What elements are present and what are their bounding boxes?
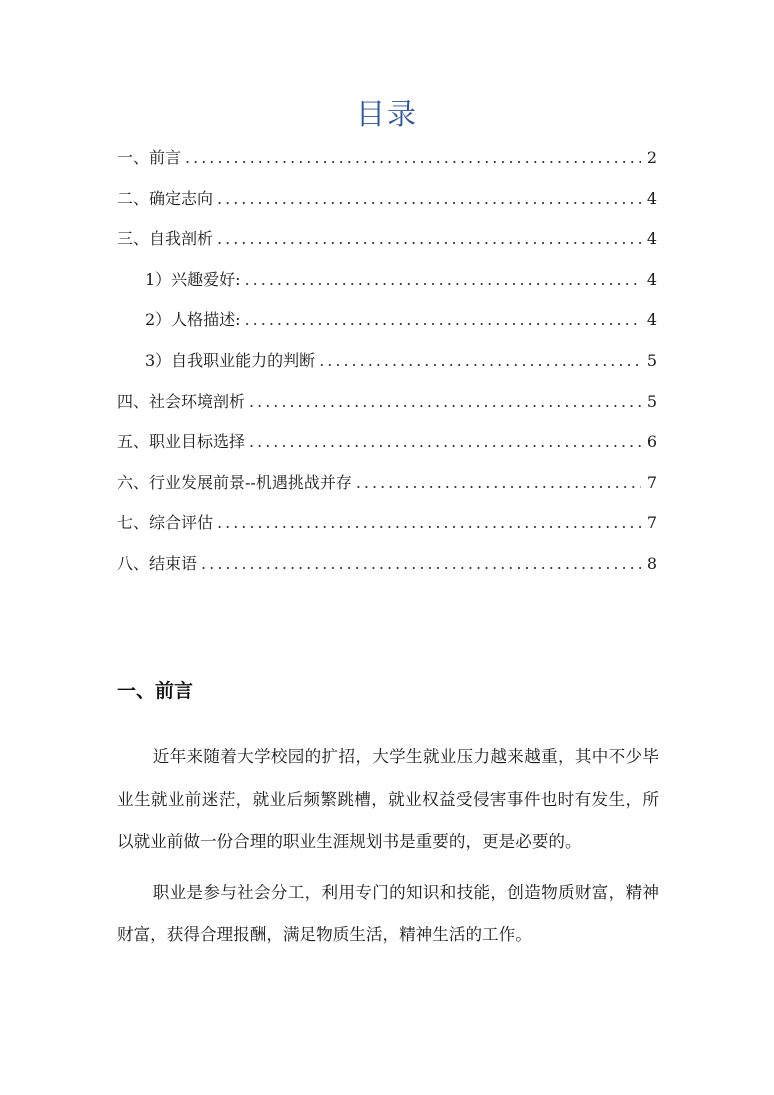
toc-entry-label: 1）兴趣爱好: <box>145 269 241 289</box>
toc-title: 目录 <box>355 97 418 131</box>
table-of-contents <box>117 138 657 585</box>
toc-entry[interactable] <box>117 422 657 463</box>
toc-leader-dots <box>217 503 641 543</box>
toc-entry-page: 4 <box>646 229 657 249</box>
toc-entry-label: 五、职业目标选择 <box>117 432 246 452</box>
toc-leader-dots <box>356 463 641 503</box>
toc-leader-dots <box>319 341 641 381</box>
toc-subentry[interactable] <box>117 260 657 301</box>
toc-entry-label: 一、前言 <box>117 148 182 167</box>
toc-entry-page: 7 <box>646 472 657 492</box>
toc-entry-label: 2）人格描述: <box>145 310 241 330</box>
toc-entry[interactable] <box>117 463 657 504</box>
toc-entry-label: 四、社会环境剖析 <box>117 391 246 411</box>
toc-entry-label: 二、确定志向 <box>117 188 214 208</box>
section-heading: 一、前言 <box>117 680 194 702</box>
toc-entry-page: 6 <box>646 432 657 452</box>
toc-entry-label: 六、行业发展前景--机遇挑战并存 <box>117 472 352 492</box>
toc-subentry[interactable] <box>117 341 657 382</box>
toc-entry-page: 4 <box>646 310 657 330</box>
toc-entry-page: 7 <box>646 513 657 533</box>
toc-entry[interactable] <box>117 138 657 179</box>
toc-entry-label: 3）自我职业能力的判断 <box>145 350 316 370</box>
toc-entry-page: 5 <box>646 350 657 370</box>
toc-entry[interactable] <box>117 544 657 585</box>
toc-entry[interactable] <box>117 219 657 260</box>
toc-entry[interactable] <box>117 503 657 544</box>
toc-entry-page: 4 <box>646 269 657 289</box>
toc-entry-page: 2 <box>646 148 657 167</box>
toc-leader-dots <box>249 422 641 462</box>
section-body <box>117 736 659 965</box>
toc-leader-dots <box>217 179 641 219</box>
body-paragraph: 职业是参与社会分工，利用专门的知识和技能，创造物质财富，精神财富，获得合理报酬，满足物质生活，精神生活的工作。 <box>117 882 659 944</box>
body-paragraph: 近年来随着大学校园的扩招，大学生就业压力越来越重，其中不少毕业生就业前迷茫，就业后频繁跳槽，就业权益受侵害事件也时有发生，所以就业前做一份合理的职业生涯规划书是重要的，更是必要的。 <box>117 747 659 851</box>
toc-entry-label: 八、结束语 <box>117 553 198 573</box>
toc-entry-page: 5 <box>646 391 657 411</box>
toc-leader-dots <box>201 544 641 584</box>
toc-entry[interactable] <box>117 382 657 423</box>
toc-leader-dots <box>185 138 641 178</box>
toc-entry-page: 8 <box>646 553 657 573</box>
toc-leader-dots <box>245 300 641 340</box>
toc-leader-dots <box>249 382 641 422</box>
toc-leader-dots <box>217 219 641 259</box>
toc-entry-label: 三、自我剖析 <box>117 229 214 249</box>
toc-entry[interactable] <box>117 179 657 220</box>
toc-subentry[interactable] <box>117 300 657 341</box>
toc-entry-label: 七、综合评估 <box>117 513 214 533</box>
toc-entry-page: 4 <box>646 188 657 208</box>
toc-leader-dots <box>245 260 641 300</box>
